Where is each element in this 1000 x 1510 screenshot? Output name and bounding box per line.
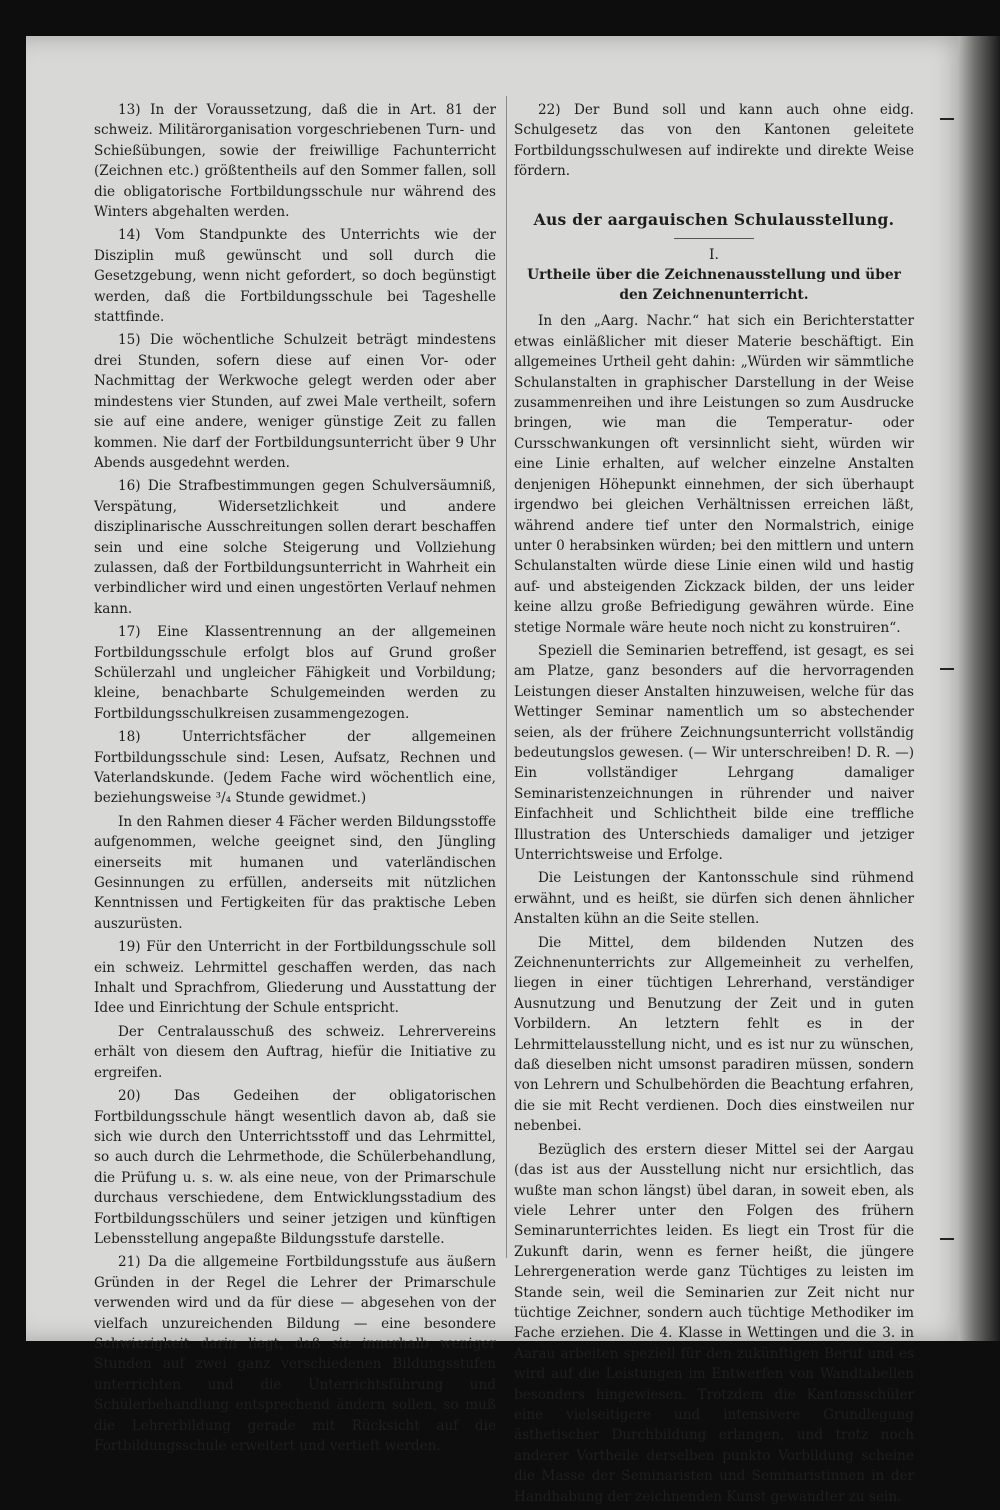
body-paragraph: Speziell die Seminarien betreffend, ist gesagt, es sei am Platze, ganz besonders auf die hervorragenden Leistungen dieser Anstalten hinzuweisen, welche für das Wettinger Seminar namentlich um so abstechender seien, als der frühere Zeichnungsunterricht vollständig bedeutungslos gewesen. (— Wir unterschreiben! D. R. —) Ein vollständiger Lehrgang damaliger Seminaristenzeichnungen in rührender und naiver Einfachheit und Schlichtheit bilde eine treffliche Illustration des Unterschieds damaliger und jetziger Unterrichtsweise und Erfolge. bbox=[514, 642, 914, 863]
section-number: I. bbox=[709, 247, 719, 264]
binding-mark bbox=[940, 1238, 954, 1240]
binding-mark bbox=[940, 668, 954, 670]
column-divider bbox=[506, 96, 507, 1258]
title-rule bbox=[674, 238, 754, 239]
paragraph-19: 19) Für den Unterricht in der Fortbildungsschule soll ein schweiz. Lehrmittel geschaffen werden, das nach Inhalt und Sprachfrom, Gliederung und Ausstattung der Idee und Einrichtung der Schule entspricht. bbox=[94, 939, 496, 1017]
paragraph-13: 13) In der Voraussetzung, daß die in Art. 81 der schweiz. Militärorganisation vorgeschriebenen Turn- und Schießübungen, sowie der freiwillige Fachunterricht (Zeichnen etc.) größtentheils auf den Sommer fallen, soll die obligatorische Fortbildungsschule nur während des Winters abgehalten werden. bbox=[94, 102, 496, 221]
left-column bbox=[94, 100, 496, 1459]
paragraph-21: 21) Da die allgemeine Fortbildungsstufe aus äußern Gründen in der Regel die Lehrer der Primarschule verwenden wird und da für diese — abgesehen von der vielfach unzureichenden Bildung — eine besondere Schwierigkeit darin liegt, daß sie innerhalb weniger Stunden auf zwei ganz verschiedenen Bildungsstufen unterrichten und die Unterrichtsführung und Schülerbehandlung entsprechend ändern sollen, so muß die Lehrerbildung gerade mit Rücksicht auf die Fortbildungsschule erweitert und vertieft werden. bbox=[94, 1254, 496, 1454]
body-paragraph: Die Mittel, dem bildenden Nutzen des Zeichnenunterrichts zur Allgemeinheit zu verhelfen, liegen in einer tüchtigen Lehrerhand, verständiger Ausnutzung und Benutzung der Zeit und in guten Vorbildern. An letztern fehlt es in der Lehrmittelausstellung nicht, und es ist nur zu wünschen, daß dieselben nicht umsonst paradiren müssen, sondern von Lehrern und Schulbehörden die Beachtung erfahren, die sie mit Recht verdienen. Doch dies einstweilen nur nebenbei. bbox=[514, 934, 914, 1135]
section-title: Aus der aargauischen Schulausstellung. bbox=[533, 209, 895, 229]
body-paragraph: Die Leistungen der Kantonsschule sind rühmend erwähnt, und es heißt, sie dürfen sich denen ähnlicher Anstalten kühn an die Seite stellen. bbox=[514, 870, 914, 928]
paragraph-16: 16) Die Strafbestimmungen gegen Schulversäumniß, Verspätung, Widersetzlichkeit und andere disziplinarische Ausschreitungen sollen derart beschaffen sein und eine solche Steigerung und Vollziehung zulassen, daß der Fortbildungsunterricht in Wahrheit ein verbindlicher wird und einen ungestörten Verlauf nehmen kann. bbox=[94, 478, 496, 617]
book-spine bbox=[958, 36, 1000, 1341]
paragraph-19-continued: Der Centralausschuß des schweiz. Lehrervereins erhält von diesem den Auftrag, hiefür die Initiative zu ergreifen. bbox=[94, 1023, 496, 1081]
right-column bbox=[514, 100, 914, 1510]
body-paragraph: In den „Aarg. Nachr.“ hat sich ein Berichterstatter etwas einläßlicher mit dieser Materie beschäftigt. Ein allgemeines Urtheil geht dahin: „Würden wir sämmtliche Schulanstalten in graphischer Darstellung in der Weise zusammenreihen und ihre Leistungen so zum Ausdrucke bringen, wie man die Temperatur- oder Cursschwankungen oft versinnlicht sieht, würden wir eine Linie erhalten, auf welcher einzelne Anstalten denjenigen Höhepunkt einnehmen, der sich überhaupt irgendwo bei gleichen Verhältnissen erreichen läßt, während andere tief unter den Normalstrich, einige unter 0 herabsinken würden; bei den mittlern und untern Schulanstalten würde diese Linie einen wild und hastig auf- und absteigenden Zickzack bilden, der uns leider keine allzu große Befriedigung gewähren würde. Eine stetige Normale wäre heute noch nicht zu konstruiren“. bbox=[514, 313, 914, 636]
paragraph-18-continued: In den Rahmen dieser 4 Fächer werden Bildungsstoffe aufgenommen, welche geeignet sind, den Jüngling einerseits mit humanen und vaterländischen Gesinnungen zu erfüllen, anderseits mit nützlichen Kenntnissen und Fertigkeiten für das praktische Leben auszurüsten. bbox=[94, 813, 496, 932]
binding-mark bbox=[940, 118, 954, 120]
paragraph-20: 20) Das Gedeihen der obligatorischen Fortbildungsschule hängt wesentlich davon ab, daß sie sich wie durch den Unterrichtsstoff und das Lehrmittel, so auch durch die Lehrmethode, die Schülerbehandlung, die Prüfung u. s. w. als eine neue, von der Primarschule durchaus verschiedene, dem Entwicklungsstadium des Fortbildungsschülers und seiner jetzigen und künftigen Lebensstellung angepaßte Bildungsstufe darstelle. bbox=[94, 1088, 496, 1247]
paragraph-15: 15) Die wöchentliche Schulzeit beträgt mindestens drei Stunden, sofern diese auf einen Vor- oder Nachmittag der Werkwoche gelegt werden oder aber mindestens vier Stunden, auf zwei Male vertheilt, sofern sie auf eine andere, weniger günstige Zeit zu fallen kommen. Nie darf der Fortbildungsunterricht über 9 Uhr Abends ausgedehnt werden. bbox=[94, 332, 496, 471]
paragraph-22: 22) Der Bund soll und kann auch ohne eidg. Schulgesetz das von den Kantonen geleitete Fortbildungsschulwesen auf indirekte und direkte Weise fördern. bbox=[514, 102, 914, 180]
paragraph-18: 18) Unterrichtsfächer der allgemeinen Fortbildungsschule sind: Lesen, Aufsatz, Rechnen und Vaterlandskunde. (Jedem Fache wird wöchentlich eine, beziehungsweise ³/₄ Stunde gewidmet.) bbox=[94, 729, 496, 807]
paragraph-17: 17) Eine Klassentrennung an der allgemeinen Fortbildungsschule erfolgt blos auf Grund großer Schülerzahl und ungleicher Fähigkeit und Vorbildung; kleine, benachbarte Schulgemeinden werden zu Fortbildungsschulkreisen zusammengezogen. bbox=[94, 624, 496, 722]
section-subtitle: Urtheile über die Zeichnenausstellung und über den Zeichnenunterricht. bbox=[527, 267, 901, 304]
paragraph-14: 14) Vom Standpunkte des Unterrichts wie der Disziplin muß gewünscht und soll durch die Gesetzgebung, wenn nicht gefordert, so doch begünstigt werden, daß die Fortbildungsschule bei Tageshelle stattfinde. bbox=[94, 227, 496, 326]
body-paragraph: Bezüglich des erstern dieser Mittel sei der Aargau (das ist aus der Ausstellung nicht nur ersichtlich, das wußte man schon längst) übel daran, in soweit eben, als viele Lehrer unter den Folgen des frühern Seminarunterrichtes leiden. Es liegt ein Trost für die Zukunft darin, wenn es ferner heißt, die jüngere Lehrergeneration werde ganz Tüchtiges zu leisten im Stande sein, weil die Seminarien zur Zeit nicht nur tüchtige Zeichner, sondern auch tüchtige Methodiker im Fache erziehen. Die 4. Klasse in Wettingen und die 3. in Aarau arbeiten speziell für den zukünftigen Beruf und es wird auf die Leistungen im Entwerfen von Wandtabellen besonders hingewiesen. Trotzdem die Kantonsschüler eine vielseitigere und intensivere Grundlegung ästhetischer Durchbildung erlangen, und trotz noch anderer Vortheile derselben punkto Vorbildung scheine die Masse der Seminaristen und Seminaristinnen in der Handhabung der zeichnenden Kunst gewandter zu sein. bbox=[514, 1141, 914, 1505]
